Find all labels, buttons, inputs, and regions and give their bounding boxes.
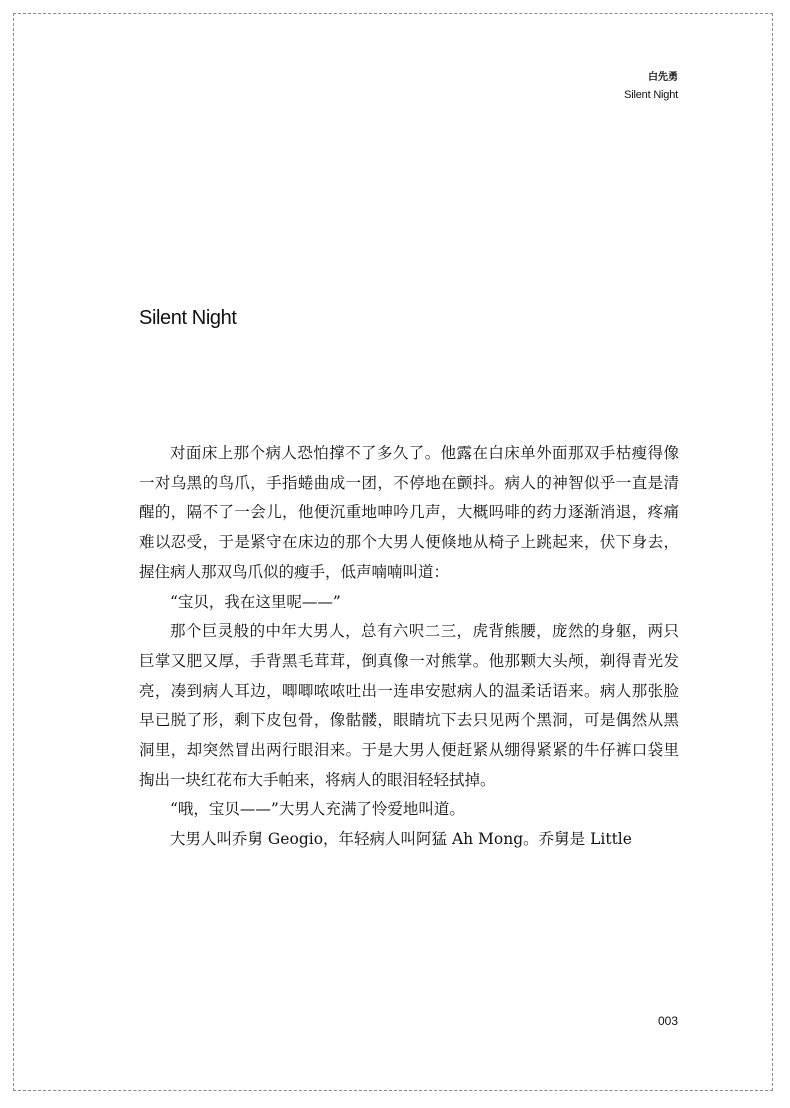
paragraph: 对面床上那个病人恐怕撑不了多久了。他露在白床单外面那双手枯瘦得像一对乌黑的鸟爪，手指蜷曲成一团，不停地在颤抖。病人的神智似乎一直是清醒的，隔不了一会儿，他便沉重地呻吟几声，大概吗啡的药力逐渐消退，疼痛难以忍受，于是紧守在床边的那个大男人便倏地从椅子上跳起来，伏下身去，握住病人那双鸟爪似的瘦手，低声喃喃叫道：	[139, 444, 679, 581]
paragraph: “宝贝，我在这里呢——”	[170, 592, 341, 611]
paragraph: 那个巨灵般的中年大男人，总有六呎二三，虎背熊腰，庞然的身躯，两只巨掌又肥又厚，手背黑毛茸茸，倒真像一对熊掌。他那颗大头颅，剃得青光发亮，凑到病人耳边，唧唧哝哝吐出一连串安慰病人的温柔话语来。病人那张脸早已脱了形，剩下皮包骨，像骷髅，眼睛坑下去只见两个黑洞，可是偶然从黑洞里，却突然冒出两行眼泪来。于是大男人便赶紧从绷得紧紧的牛仔裤口袋里掏出一块红花布大手帕来，将病人的眼泪轻轻拭掉。	[139, 622, 679, 789]
running-head	[624, 71, 678, 103]
body-text	[139, 439, 679, 855]
running-head-title: Silent Night	[624, 89, 678, 101]
chapter-title: Silent Night	[139, 307, 237, 329]
running-head-author: 白先勇	[648, 72, 678, 83]
paragraph: 大男人叫乔舅 Geogio，年轻病人叫阿猛 Ah Mong。乔舅是 Little	[170, 830, 632, 849]
paragraph: “哦，宝贝——”大男人充满了怜爱地叫道。	[170, 800, 465, 819]
page-number: 003	[657, 1014, 678, 1028]
